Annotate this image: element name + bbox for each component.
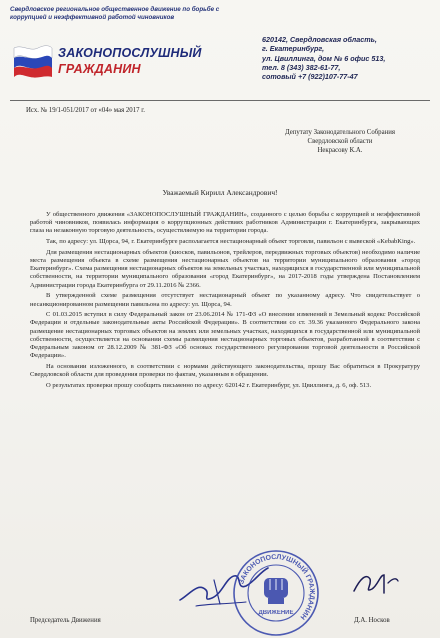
logo-title-line2: ГРАЖДАНИН (58, 62, 141, 76)
contact-line: тел. 8 (343) 382-61-77, (262, 62, 341, 72)
second-signature (350, 565, 402, 601)
signatory-name: Д.А. Носков (354, 617, 390, 624)
letter-body (30, 211, 420, 390)
body-paragraph: С 01.03.2015 вступил в силу Федеральный закон от 23.06.2014 № 171-ФЗ «О внесении изменений в Земельный кодекс Российской Федерации и отдельные законодательные акты Российской Федерации». В соответствии со ст. 39.36 указанного Федерального закона размещение нестационарных торговых объектов на землях или земельных участках, находящихся в государственной или муниципальной собственности, осуществляется на основании схемы размещения нестационарных торговых объектов, разработанной в соответствии с Федеральным законом от 28.12.2009 № 381-ФЗ «Об основах государственного регулирования торговой деятельности в Российской Федерации». (30, 311, 420, 360)
body-paragraph: Так, по адресу: ул. Щорса, 94, г. Екатеринбурге располагается нестационарный объект торговли, павильон с вывеской «KebabKing». (46, 238, 416, 246)
seal-bottom-text: ДВИЖЕНИЕ (258, 610, 294, 616)
org-tagline: Свердловское региональное общественное движение по борьбе с коррупцией и неэффективной работой чиновников (10, 6, 220, 21)
fist-emblem-icon (264, 578, 288, 604)
body-paragraph: У общественного движения «ЗАКОНОПОСЛУШНЫЙ ГРАЖДАНИН», созданного с целью борьбы с коррупцией и неэффективной работой чиновников, появилась информация о коррупционных действиях работников Администрации г. Екатеринбурга, закрывающих глаза на незаконную торговую деятельность, осуществляемую на территории города. (30, 211, 420, 235)
seal-ring-text: ЗАКОНОПОСЛУШНЫЙ ГРАЖДАНИН (238, 553, 316, 621)
body-paragraph: В утвержденной схеме размещения отсутствует нестационарный объект по указанному адресу. Что свидетельствует о несанкционированном размещении павильона по адресу: ул. Щорса, 94. (30, 292, 420, 308)
addressee-line: Свердловской области (307, 138, 373, 146)
signatory-title: Председатель Движения (30, 617, 101, 624)
contact-line: сотовый +7 (922)107-77-47 (262, 72, 358, 82)
addressee-line: Депутату Законодательного Собрания (285, 129, 395, 136)
salutation: Уважаемый Кирилл Александрович! (162, 188, 278, 197)
org-contact-block (262, 35, 437, 81)
addressee-line: Некрасову К.А. (317, 147, 363, 155)
contact-line: 620142, Свердловская область, (262, 35, 377, 44)
logo-title-line1: ЗАКОНОПОСЛУШНЫЙ (58, 46, 202, 60)
body-paragraph: Для размещения нестационарных объектов (киосков, павильонов, трейлеров, передвижных торговых объектов) необходимо наличие места размещения объекта в схеме размещения нестационарных объектов на территории муниципального образования «город Екатеринбург». Схема размещения нестационарных объектов на земельных участках, находящихся в государственной или муниципальной собственности, на территории муниципального образования «город Екатеринбург», на 2017-2018 годы утверждена Постановлением Администрации города Екатеринбурга от 29.11.2016 № 2366. (30, 248, 420, 289)
addressee-block (250, 128, 430, 156)
body-paragraph: О результатах проверки прошу сообщить письменно по адресу: 620142 г. Екатеринбург, ул. Цвиллинга, д. 6, оф. 513. (46, 381, 372, 389)
organization-seal (230, 548, 322, 638)
contact-line: г. Екатеринбург, (262, 44, 325, 54)
outgoing-reference: Исх. № 19/1-051/2017 от «04» мая 2017 г. (26, 107, 145, 114)
flag-logo-icon (12, 42, 54, 80)
header-divider (10, 100, 430, 101)
org-header (10, 6, 260, 21)
body-paragraph: На основании изложенного, в соответствии с нормами действующего законодательства, прошу Вас обратиться в Прокуратуру Свердловской области для проведения проверки по фактам, указанным в обращении. (30, 362, 420, 379)
contact-line: ул. Цвиллинга, дом № 6 офис 513, (262, 53, 386, 63)
